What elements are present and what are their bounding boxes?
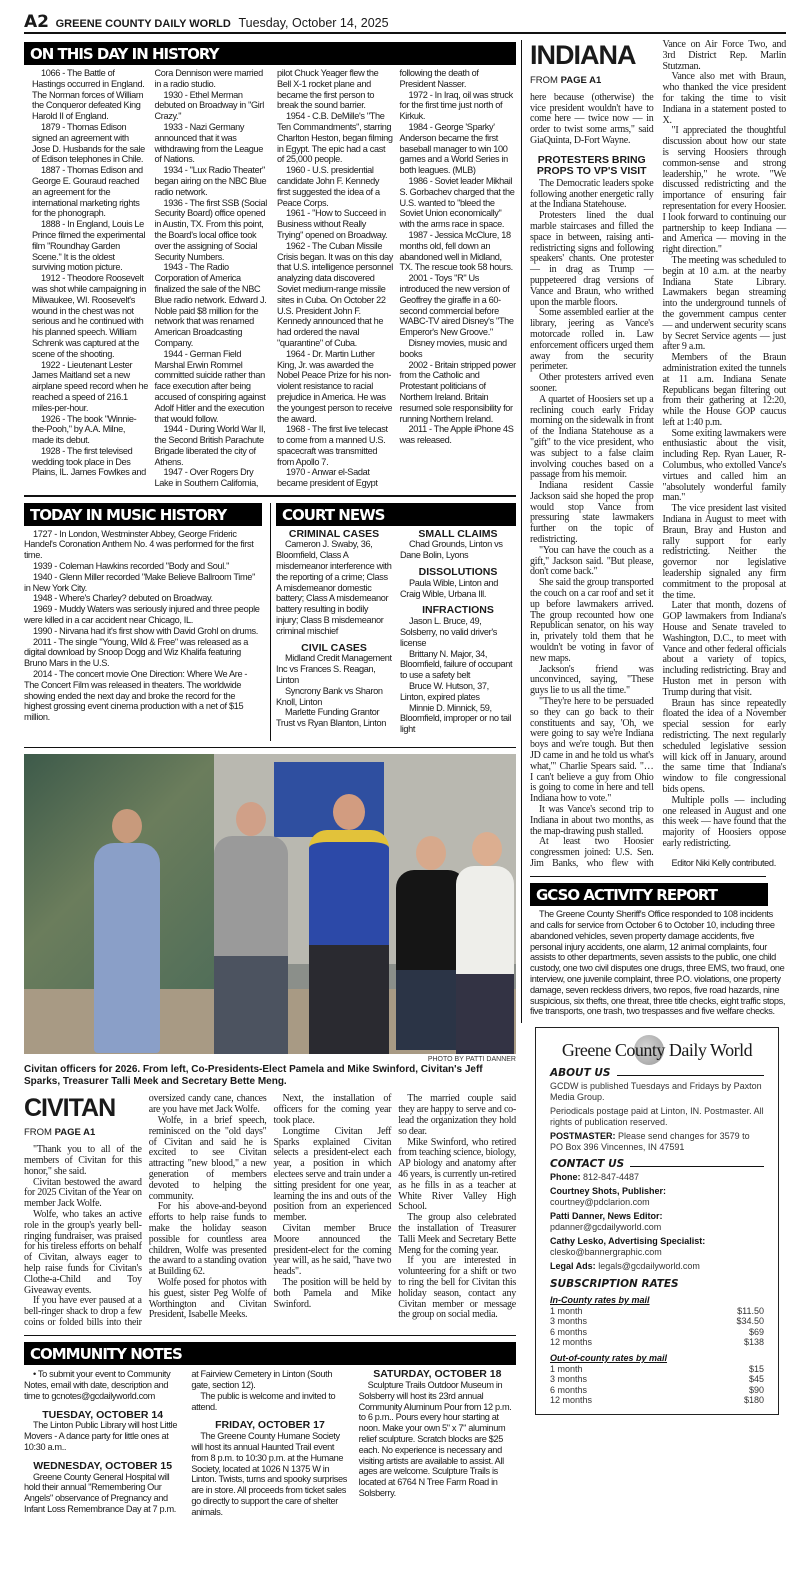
court-column [400, 526, 516, 741]
indiana-paragraph: Protesters lined the dual marble staircases and filled the space in between, raising anti-redistricting signs and following speakers' chants. One protester — in drag as Trump — puppeteered drag versions of Vance and Braun, who writhed upon the marble floors. [530, 210, 654, 308]
history-entry: 1986 - Soviet leader Mikhail S. Gorbachev charged that the U.S. wanted to "bleed the Soviet Union economically" with the arms race in space. [399, 175, 515, 230]
music-court-row [24, 503, 516, 741]
indiana-subhead: PROTESTERS BRING PROPS TO VP'S VISIT [536, 153, 647, 178]
music-entry: 1969 - Muddy Waters was seriously injured and three people were killed in a car accident near Chicago, IL. [24, 604, 260, 625]
history-entry: 1961 - "How to Succeed in Business without Really Trying" opened on Broadway. [277, 208, 388, 240]
music-entry: 2011 - The single "Young, Wild & Free" was released as a digital download by Snoop Dogg and Wiz Khalifa featuring Bruno Mars in the U.S. [24, 636, 249, 669]
contact-entry [550, 1211, 764, 1233]
person-mike [214, 802, 288, 1054]
history-entry: 1933 - Nazi Germany announced that it was withdrawing from the League of Nations. [154, 121, 264, 165]
contact-email[interactable]: courtney@pdclarion.com [550, 1197, 650, 1207]
history-entry: 1962 - The Cuban Missile Crisis began. It was on this day that U.S. intelligence personnel analyzing data discovered Soviet medium-range missile sites in Cuba. On October 22 U.S. President John F. Kennedy announced that he had ordered the naval "quarantine" of Cuba. [277, 240, 393, 348]
contact-heading [550, 1158, 764, 1170]
indiana-paragraph: here because (otherwise) the vice president wouldn't have to come here — twice now — in order to twist some arms," said GiaQuinta, D-Fort Wayne. [530, 91, 654, 146]
jump-line [530, 76, 654, 87]
rate-row [550, 1364, 764, 1375]
event-description: Sculpture Trails Outdoor Museum in Solsberry will host its 23rd annual Community Aluminum Pour from 12 p.m. to 6 p.m.. Pours every hour starting at noon. Make your own 5" x 7" aluminum relief sculpture. Scratch blocks are $25 each. No experience is necessary and visiting artists are available to assist. All ages are welcome. Sculpture Trails is located at 6764 N Tree Farm Road in Solsberry. [358, 1380, 512, 1499]
court-section-block [276, 643, 392, 729]
music-entry: 1939 - Coleman Hawkins recorded "Body and Soul." [33, 560, 230, 571]
logo-text: Greene County Daily World [561, 1040, 753, 1060]
court-section-block [400, 567, 516, 599]
rate-row [550, 1316, 764, 1327]
about-title: ABOUT US [550, 1067, 611, 1079]
indiana-paragraph: "I appreciated the thoughtful discussion about how our state is serving Hoosiers through common-sense and strong leadership," he wrote. "We discussed redistricting and the importance of ensuring fair representation for every Hoosier. I look forward to continuing our partnership to keep Indiana — and America — moving in the right direction." [662, 125, 786, 256]
rate-price: $45 [748, 1374, 764, 1385]
history-entry: 1964 - Dr. Martin Luther King, Jr. was awarded the Nobel Peace Prize for his non-violent resistance to racial prejudice in America. He was the youngest person to receive the award. [277, 348, 393, 424]
phone-line [550, 1172, 764, 1183]
history-entry: 1943 - The Radio Corporation of America finalized the sale of the NBC Blue radio network. Edward J. Noble paid $8 million for the network that was renamed American Broadcasting Company. [154, 262, 267, 348]
rate-term: 1 month [550, 1305, 583, 1316]
court-entry: Marlette Funding Grantor Trust vs Ryan Blanton, Linton [276, 707, 387, 729]
history-entry: Disney movies, music and books [399, 337, 507, 359]
rate-row [550, 1327, 764, 1338]
masthead-wrapper [530, 1027, 786, 1415]
court-entry: Paula Wible, Linton and Craig Wible, Urbana Ill. [400, 577, 498, 599]
postmaster-text [550, 1131, 764, 1153]
history-entry: 2002 - Britain stripped power from the Catholic and Protestant politicians of Northern Ireland. Britain resumed sole responsibility for running Northern Ireland. [399, 359, 516, 424]
history-entry: 1934 - "Lux Radio Theater" began airing on the NBC Blue radio network. [154, 165, 267, 197]
jump-line [24, 1128, 142, 1139]
right-column [521, 40, 786, 1023]
event-description: Greene County General Hospital will hold their annual "Remembering Our Angels" observance of Pregnancy and Infant Loss Remembrance Day at 7 p.m. at Fairview Cemetery in Linton (South gate, section 12). [24, 1369, 333, 1515]
event-day: FRIDAY, OCTOBER 17 [215, 1419, 325, 1432]
rate-group-label: In-County rates by mail [550, 1295, 650, 1305]
civitan-paragraph: Next, the installation of officers for the coming year took place. [273, 1093, 392, 1127]
court-section-heading: DISSOLUTIONS [418, 565, 498, 578]
court-section-heading: CRIMINAL CASES [288, 527, 380, 540]
rate-price: $34.50 [736, 1316, 764, 1327]
event-day: WEDNESDAY, OCTOBER 15 [33, 1459, 173, 1472]
rate-row [550, 1374, 764, 1385]
rate-price: $90 [748, 1384, 764, 1395]
indiana-paragraph: The vice president last visited Indiana in August to meet with Braun, Bray and Huston and rally support for early redistricting. Neither the governor nor legislative leadership signaled any firm commitment to the proposal at the time. [662, 503, 786, 601]
issue-date: Tuesday, October 14, 2025 [238, 16, 389, 30]
rate-row [550, 1395, 764, 1406]
history-title: ON THIS DAY IN HISTORY [24, 42, 516, 65]
subscription-rates [550, 1295, 764, 1406]
history-entry: 1930 - Ethel Merman debuted on Broadway in "Girl Crazy." [154, 89, 264, 122]
paper-logo [550, 1040, 764, 1061]
rate-price: $138 [743, 1337, 764, 1348]
history-entry: 1972 - In Iraq, oil was struck for the first time just north of Kirkuk. [399, 89, 513, 122]
indiana-lead [530, 93, 654, 147]
history-entry: 2011 - The Apple iPhone 4S was released. [399, 424, 514, 446]
event-day: SATURDAY, OCTOBER 18 [373, 1368, 502, 1381]
court-section-heading: INFRACTIONS [422, 604, 494, 617]
indiana-paragraph: Indiana resident Cassie Jackson said she hoped the prop would stop Vance from pressuring state lawmakers further on the topic of redistricting. [530, 480, 654, 546]
civitan-paragraph: Longtime Civitan Jeff Sparks explained Civitan selects a president-elect each year, a position in which electees serve and train under a sitting president for one year, learning the ins and outs of the position from an experienced member. [273, 1125, 392, 1224]
gcso-title: GCSO ACTIVITY REPORT [530, 883, 768, 906]
paper-name: GREENE COUNTY DAILY WORLD [55, 18, 231, 30]
community-title: COMMUNITY NOTES [24, 1342, 516, 1365]
page-header [24, 0, 786, 34]
contact-name: Courtney Shots, Publisher: [550, 1186, 667, 1196]
court-section [270, 503, 516, 741]
indiana-paragraph: Braun has since repeatedly floated the idea of a November special session for early redistricting. The next regularly scheduled legislative session will kick off in January, around the same time that Indiana's window to file congressional bids opens. [662, 697, 786, 795]
civitan-paragraph: Wolfe posed for photos with his guest, sister Peg Wolfe of Worthington and Civitan President, Isabelle Meeks. [148, 1276, 267, 1321]
history-entry: 1922 - Lieutenant Lester James Maitland set a new airplane speed record when he reached a speed of 216.1 miles-per-hour. [32, 359, 149, 413]
rate-row [550, 1337, 764, 1348]
indiana-story [530, 40, 786, 870]
indiana-paragraph: "They're here to be persuaded so they can go back to their constituents and say, 'Oh, we were going to say we're Indiana boys and we're tough. But then JD came in and he told us what's what,'" Charlie Spears said. "… I can't believe a guy from Ohio is going to come in here and tell Indiana how to vote." [530, 696, 654, 805]
page-number: A2 [24, 12, 49, 32]
contact-list [550, 1186, 764, 1258]
divider [24, 495, 516, 497]
postmaster-address: Please send changes for 3579 to PO Box 396 Vincennes, IN 47591 [550, 1131, 750, 1152]
about-text: GCDW is published Tuesdays and Fridays by Paxton Media Group. [550, 1081, 762, 1102]
indiana-paragraph: The Democratic leaders spoke following another energetic rally at the Indiana Statehouse. [530, 177, 654, 211]
music-title: TODAY IN MUSIC HISTORY [24, 503, 262, 526]
court-section-heading: CIVIL CASES [301, 641, 367, 654]
indiana-paragraph: At least two Hoosier congressmen joined: U.S. Sen. Jim Banks, who flew with Vance on Air Force Two, and 3rd District Rep. Marlin Stutzman. [530, 39, 786, 869]
rate-term: 12 months [550, 1395, 593, 1406]
civitan-paragraph: For his above-and-beyond efforts to help raise funds to make the holiday season possible for countless area children, Wolfe was presented the award to a standing ovation at Building 62. [148, 1201, 267, 1278]
court-column [276, 526, 392, 741]
court-entry: Midland Credit Management Inc vs Frances S. Reagan, Linton [276, 653, 392, 685]
music-entry: 1727 - In London, Westminster Abbey, George Frideric Handel's Coronation Anthem No. 4 was performed for the first time. [24, 528, 254, 561]
jump-page-link[interactable]: PAGE A1 [54, 1127, 96, 1139]
jump-from: FROM [530, 75, 561, 86]
indiana-paragraph: A quartet of Hoosiers set up a reclining couch early Friday morning on the sidewalk in front of the Indiana Statehouse as a "gift" to the vice president, who was subject to a false claim involving couches based on a passage from his memoir. [530, 393, 654, 481]
event-description: The public is welcome and invited to attend. [191, 1390, 336, 1412]
gcso-report: The Greene County Sheriff's Office responded to 108 incidents and calls for service from October 6 to October 10, including three abandoned vehicles, seven property damage accidents, five personal injury accidents, one alarm, 12 animal complaints, four assists to other departments, seven assists to the public, one child custody, one two civil disputes one drugs, three EMS, two fraud, one interview, one juvenile complaint, three P.O. violations, one property damage, seven reckless drivers, two repos, five road hazards, nine suspicious, six thefts, one threat, three title checks, eight traffic stops, five transports, one trash, two trespasses and five welfare checks. [530, 909, 786, 1017]
rate-price: $180 [743, 1395, 764, 1406]
indiana-paragraph: Vance also met with Braun, who thanked the vice president for taking the time to visit Indiana in a statement posted to X. [662, 71, 786, 126]
history-entry: 1970 - Anwar el-Sadat became president of Egypt following the death of President Nasser. [277, 68, 479, 489]
history-entry: 1888 - In England, Louis Le Prince filmed the experimental film "Roundhay Garden Scene." It is the oldest surviving motion picture. [32, 219, 146, 273]
music-entries [24, 526, 262, 723]
civitan-headline: CIVITAN [24, 1094, 116, 1123]
rate-price: $15 [748, 1363, 764, 1374]
history-entry: 1926 - The book "Winnie-the-Pooh," by A.A. Milne, made its debut. [32, 413, 137, 446]
civitan-paragraph: Wolfe, in a brief speech, reminisced on the "old days" of Civitan and said he is excited to see Civitan attracting "new blood," a new generation of members devoted to helping the community. [148, 1115, 267, 1202]
history-entry: 1954 - C.B. DeMille's "The Ten Commandments", starring Charlton Heston, began filming in Egypt. The epic had a cast of 25,000 people. [277, 111, 393, 165]
civitan-paragraph: If you have ever paused at a bell-ringer shack to drop a few coins or folded bills into their oversized candy cane, chances are you have met Jack Wolfe. [24, 1093, 267, 1328]
indiana-paragraph: It was Vance's second trip to Indiana in about two months, as the map-drawing push stalled. [530, 804, 654, 837]
history-entry: 1912 - Theodore Roosevelt was shot while campaigning in Milwaukee, WI. Roosevelt's wound in the chest was not serious and he continued with his planned speech. William Schrenk was captured at the scene of the shooting. [32, 273, 146, 359]
indiana-paragraph: Members of the Braun administration exited the tunnels at 11 a.m. Indiana Senate Republicans began filtering out from their gathering at 12:20, while the House GOP caucus left at 1:40 p.m. [662, 352, 786, 428]
court-section-block [276, 529, 392, 637]
rate-term: 1 month [550, 1363, 583, 1374]
civitan-paragraph: If you are interested in volunteering for a shift or two to ring the bell for Civitan this holiday season, contact any Civitan member or message the group on social media. [398, 1255, 516, 1321]
event-description: The Linton Public Library will host Little Movers - A dance party for little ones at 10:30 a.m.. [24, 1420, 178, 1453]
jump-from: FROM [24, 1127, 55, 1139]
court-section-heading: SMALL CLAIMS [418, 527, 498, 540]
indiana-paragraph: The meeting was scheduled to begin at 10 a.m. at the nearby Indiana State Library. Lawmakers began streaming into the underground tunnels of the government campus center — and underwent security scans by Secret Service agents — just after 9 a.m. [662, 254, 786, 353]
rate-row [550, 1385, 764, 1396]
rate-price: $69 [748, 1326, 764, 1337]
person-pamela [94, 809, 160, 1053]
legal-label: Legal Ads: [550, 1261, 596, 1271]
contact-name: Cathy Lesko, Advertising Specialist: [550, 1236, 706, 1246]
music-section [24, 503, 262, 741]
civitan-paragraph: "Thank you to all of the members of Civitan for this honor," she said. [24, 1144, 142, 1177]
indiana-paragraph: Some assembled earlier at the library, jeering as Vance's motorcade rolled in. Law enforcement officers urged them away from the security perimeter. [530, 307, 654, 373]
music-entry: 1940 - Glenn Miller recorded "Make Believe Ballroom Time" in New York City. [24, 571, 255, 593]
rate-term: 3 months [550, 1374, 588, 1385]
rate-row [550, 1306, 764, 1317]
indiana-paragraph: Some exiting lawmakers were enthusiastic about the visit, including Rep. Ryan Lauer, R-Columbus, who extolled Vance's virtues and called him an "absolutely wonderful family man." [662, 427, 786, 504]
rate-term: 6 months [550, 1326, 588, 1337]
court-section-block [400, 605, 516, 735]
indiana-paragraph: "You can have the couch as a gift," Jackson said. "But please, don't come back." [530, 544, 654, 578]
history-entry: 1960 - U.S. presidential candidate John F. Kennedy first suggested the idea of a Peace Corps. [277, 165, 380, 208]
music-entry: 1948 - Where's Charley? debuted on Broadway. [33, 593, 213, 604]
community-intro: • To submit your event to Community Notes, email with date, description and time to gcnotes@gcdailyworld.com [24, 1369, 171, 1401]
jump-page-link[interactable]: PAGE A1 [560, 75, 602, 86]
legal-email[interactable]: legals@gcdailyworld.com [595, 1261, 700, 1271]
about-heading [550, 1067, 764, 1079]
civitan-paragraph: Civitan member Bruce Moore announced the president-elect for the coming year will, as he said, "have two heads". [273, 1222, 392, 1278]
person-bette [456, 832, 514, 1054]
history-entries [24, 65, 516, 489]
civitan-paragraph: The position will be held by both Pamela and Mike Swinford. [273, 1276, 392, 1310]
history-entry: 1968 - The first live telecast to come from a manned U.S. spacecraft was transmitted from Apollo 7. [277, 424, 388, 467]
rates-title: SUBSCRIPTION RATES [550, 1278, 679, 1290]
divider [24, 747, 516, 749]
contact-email[interactable]: clesko@bannergraphic.com [550, 1247, 662, 1257]
phone-number[interactable]: 812-847-4487 [580, 1172, 640, 1182]
history-entry: 1928 - The first televised wedding took place in Des Plains, IL. James Fowlkes and Cora Dennison were married in a radio studio. [32, 68, 263, 478]
rate-term: 3 months [550, 1316, 588, 1327]
music-entry: 2014 - The concert movie One Direction: Where We Are - The Concert Film was released in theaters. The worldwide showing ended the next day and broke the record for the highest grossing event cinema production with a net of $15 million. [24, 668, 248, 723]
legal-ads-line [550, 1261, 764, 1272]
history-entry: 1947 - Over Rogers Dry Lake in Southern California, pilot Chuck Yeager flew the Bell X-1 rocket plane and became the first person to break the sound barrier. [154, 68, 379, 489]
court-entry: Jason L. Bruce, 49, Solsberry, no valid driver's license [400, 616, 497, 648]
history-entry: 2001 - Toys "R" Us introduced the new version of Geoffrey the giraffe in a 60-second commercial before WABC-TV aired Disney's "The Emperor's New Groove." [399, 273, 514, 338]
court-entry: Syncrony Bank vs Sharon Knoll, Linton [276, 685, 383, 707]
civitan-paragraph: Mike Swinford, who retired from teaching science, biology, AP biology and anatomy after 46 years, is currently un-retired as he fills in as a teacher at White River Valley High School. [398, 1136, 516, 1213]
civitan-officers-photo [24, 754, 516, 1054]
civitan-paragraph: The married couple said they are happy to serve and co-lead the organization they hold so dear. [398, 1093, 516, 1137]
divider [530, 876, 766, 878]
history-entry: 1944 - During World War II, the Second British Parachute Brigade liberated the city of Athens. [154, 424, 266, 467]
civitan-paragraph: The group also celebrated the installation of Treasurer Talli Meek and Secretary Bette Meng for the coming year. [398, 1212, 516, 1256]
indiana-paragraph: Other protesters arrived even sooner. [530, 372, 654, 394]
court-entry: Brittany N. Major, 34, Bloomfield, failure of occupant to use a safety belt [400, 648, 513, 681]
rates-heading [550, 1278, 764, 1290]
community-notes [24, 1365, 516, 1517]
indiana-paragraph: Multiple polls — including one released in August and one this week — have found that the majority of Hoosiers oppose early redistricting. [662, 794, 786, 849]
civitan-story [24, 1094, 516, 1328]
court-section-block [400, 529, 516, 561]
rate-term: 12 months [550, 1337, 593, 1348]
court-entry: Chad Grounds, Linton vs Dane Bolin, Lyons [400, 539, 503, 561]
rate-group-label: Out-of-county rates by mail [550, 1352, 668, 1363]
civitan-paragraph: Civitan bestowed the award for 2025 Civitan of the Year on member Jack Wolfe. [24, 1176, 142, 1210]
postmaster-label: POSTMASTER: [550, 1131, 616, 1141]
history-entry: 1987 - Jessica McClure, 18 months old, fell down an abandoned well in Midland, TX. The rescue took 58 hours. [399, 229, 513, 273]
contact-entry [550, 1186, 764, 1208]
music-entry: 1990 - Nirvana had it's first show with David Grohl on drums. [33, 625, 258, 636]
indiana-paragraph: She said the group transported the couch on a car roof and set it up before lawmakers arrived. The group recounted how one Republican senator, on his way in, privately told them that he wouldn't be voting in favor of new maps. [530, 577, 654, 664]
court-listings [276, 526, 516, 741]
court-title: COURT NEWS [276, 503, 516, 526]
event-description: The Greene County Humane Society will host its annual Haunted Trail event from 8 p.m. to 10:30 p.m. at the Humane Society, located at 1026 N 1375 W in Linton. Twists, turns and spooky surprises are in store. All proceeds from ticket sales go directly to support the care of shelter animals. [191, 1431, 348, 1517]
contact-entry [550, 1236, 764, 1258]
history-entry: 1887 - Thomas Edison and George E. Gouraud reached an agreement for the international marketing rights for the phonograph. [32, 165, 143, 219]
about-text: Periodicals postage paid at Linton, IN. Postmaster. All rights of publication reserved. [550, 1106, 764, 1127]
masthead-box [535, 1027, 779, 1415]
contact-email[interactable]: pdanner@gcdailyworld.com [550, 1222, 662, 1232]
court-entry: Minnie D. Minnick, 59, Bloomfield, improper or no tail light [400, 702, 512, 735]
phone-label: Phone: [550, 1172, 581, 1182]
history-entry: 1984 - George 'Sparky' Anderson became the first baseball manager to win 100 games and a World Series in both leagues. (MLB) [399, 121, 508, 176]
civitan-paragraph: Wolfe, who takes an active role in the group's yearly bell-ringing fundraiser, was praised for his tireless efforts on behalf of Civitan, always eager to help raise funds for Civitan's Clothe-a-Child and Toy Giveaway events. [24, 1209, 142, 1296]
event-day: TUESDAY, OCTOBER 14 [42, 1408, 164, 1421]
person-jeff [309, 794, 389, 1054]
photo-caption: Civitan officers for 2026. From left, Co-Presidents-Elect Pamela and Mike Swinford, Civitan's Jeff Sparks, Treasurer Talli Meek and Secretary Bette Meng. [24, 1064, 483, 1088]
indiana-paragraph: Jackson's friend was unconvinced, saying, "These guys lie to us all the time." [530, 663, 654, 697]
left-column [24, 0, 516, 1518]
indiana-paragraph: Later that month, dozens of GOP lawmakers from Indiana's House and Senate traveled to Washington, D.C., to meet with Vance and other federal officials about a variety of topics, including redistricting. Bray and Huston met in person with Trump during that visit. [662, 600, 786, 698]
rate-price: $11.50 [737, 1305, 764, 1316]
contact-name: Patti Danner, News Editor: [550, 1211, 663, 1221]
rate-term: 6 months [550, 1384, 588, 1395]
divider [24, 1335, 516, 1337]
history-entry: 1936 - The first SSB (Social Security Board) office opened in Austin, TX. From this point, the Board's local office took over the assigning of Social Security Numbers. [154, 197, 267, 262]
photo-credit: PHOTO BY PATTI DANNER [427, 1056, 516, 1064]
court-entry: Cameron J. Swaby, 36, Bloomfield, Class A misdemeanor interference with the reporting of a crime; Class A misdemeanor domestic battery; Class A misdemeanor battery resulting in bodily injury; Class B misdemeanor criminal mischief [276, 539, 392, 636]
indiana-headline: INDIANA [530, 40, 636, 70]
contact-title: CONTACT US [550, 1158, 625, 1170]
history-entry: 1879 - Thomas Edison signed an agreement with Jose D. Husbands for the sale of Edison telephones in Chile. [32, 121, 145, 165]
indiana-credit: Editor Niki Kelly contributed. [671, 857, 776, 868]
court-entry: Bruce W. Hutson, 37, Linton, expired plates [400, 680, 489, 702]
history-entry: 1066 - The Battle of Hastings occurred in England. The Norman forces of William the Conqueror defeated King Harold II of England. [32, 68, 145, 122]
history-entry: 1944 - German Field Marshal Erwin Rommel committed suicide rather than face execution after being accused of conspiring against Adolf Hitler and the execution that would follow. [154, 348, 266, 424]
